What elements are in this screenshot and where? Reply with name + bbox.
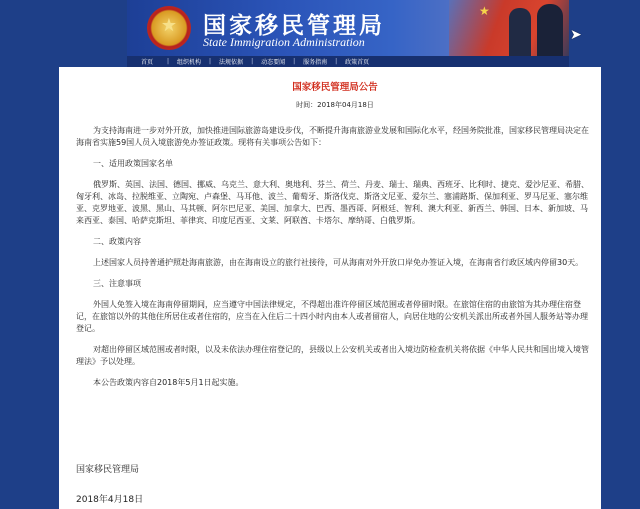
main-nav	[127, 56, 569, 67]
guard-figure	[509, 8, 531, 56]
section1-heading: 一、适用政策国家名单	[93, 159, 173, 168]
site-title-cn: 国家移民管理局	[203, 12, 385, 39]
announcement-article	[76, 67, 594, 389]
national-emblem-icon: ★	[147, 6, 191, 50]
signature: 国家移民管理局	[76, 465, 140, 475]
section2-heading: 二、政策内容	[93, 237, 141, 246]
nav-separator: |	[209, 58, 212, 65]
effective-date-text: 本公告政策内容自2018年5月1日起实施。	[93, 378, 244, 387]
nav-separator: |	[167, 58, 170, 65]
article-panel	[59, 67, 601, 509]
section3-heading: 三、注意事项	[93, 279, 141, 288]
section3-text2: 对超出停留区域范围或者时限，以及未依法办理住宿登记的，县级以上公安机关或者出入境边防检查机关将依据《中华人民共和国出境入境管理法》予以处理。	[76, 345, 589, 366]
section3-text1: 外国人免签入境在海南停留期间，应当遵守中国法律规定，不得超出准许停留区域范围或者停留时限。在旅馆住宿的由旅馆为其办理住宿登记，在旅馆以外的其他住所居住或者住宿的，应当在入住后二十四小时内由本人或者留宿人，向居住地的公安机关派出所或者外国人服务站等办理登记。	[76, 300, 588, 333]
site-title-en: State Immigration Administration	[203, 35, 365, 49]
nav-item-policy[interactable]: 政策首页	[345, 59, 370, 66]
section2-text: 上述国家人员持普通护照赴海南旅游，由在海南设立的旅行社接待，可从海南对外开放口岸免办签证入境，在海南省行政区域内停留30天。	[93, 258, 584, 267]
nav-item-home[interactable]: 首页	[140, 59, 153, 66]
intro-paragraph: 为支持海南进一步对外开放，加快推进国际旅游岛建设步伐，不断提升海南旅游业发展和国际化水平，经国务院批准，国家移民管理局决定在海南省实施59国人员入境旅游免办签证政策。现将有关事项公告如下：	[76, 126, 589, 147]
countries-list: 俄罗斯、英国、法国、德国、挪威、乌克兰、意大利、奥地利、芬兰、荷兰、丹麦、瑞士、瑞典、西班牙、比利时、捷克、爱沙尼亚、希腊、匈牙利、冰岛、拉脱维亚、立陶宛、卢森堡、马耳他、波兰、葡萄牙、斯洛伐克、斯洛文尼亚、爱尔兰、塞浦路斯、保加利亚、罗马尼亚、塞尔维亚、克罗地亚、波黑、黑山、马其顿、阿尔巴尼亚、美国、加拿大、巴西、墨西哥、阿根廷、智利、澳大利亚、新西兰、韩国、日本、新加坡、马来西亚、泰国、哈萨克斯坦、菲律宾、印度尼西亚、文莱、阿联酋、卡塔尔、摩纳哥、白俄罗斯。	[76, 180, 589, 225]
signature-date: 2018年4月18日	[76, 495, 144, 505]
nav-item-regulations[interactable]: 法规依据	[219, 59, 244, 66]
guard-figure	[537, 4, 563, 56]
nav-item-organization[interactable]: 组织机构	[177, 59, 202, 66]
article-date: 时间：2018年04月18日	[296, 101, 374, 109]
star-icon: ★	[479, 4, 490, 18]
site-banner	[127, 0, 569, 56]
article-headline: 国家移民管理局公告	[292, 82, 378, 93]
nav-item-services[interactable]: 服务指南	[303, 59, 328, 66]
nav-separator: |	[293, 58, 296, 65]
mouse-cursor-icon: ➤	[570, 27, 582, 43]
nav-separator: |	[335, 58, 338, 65]
flag-guards-image	[449, 0, 569, 56]
nav-item-news[interactable]: 动态要闻	[261, 59, 286, 66]
nav-separator: |	[251, 58, 254, 65]
